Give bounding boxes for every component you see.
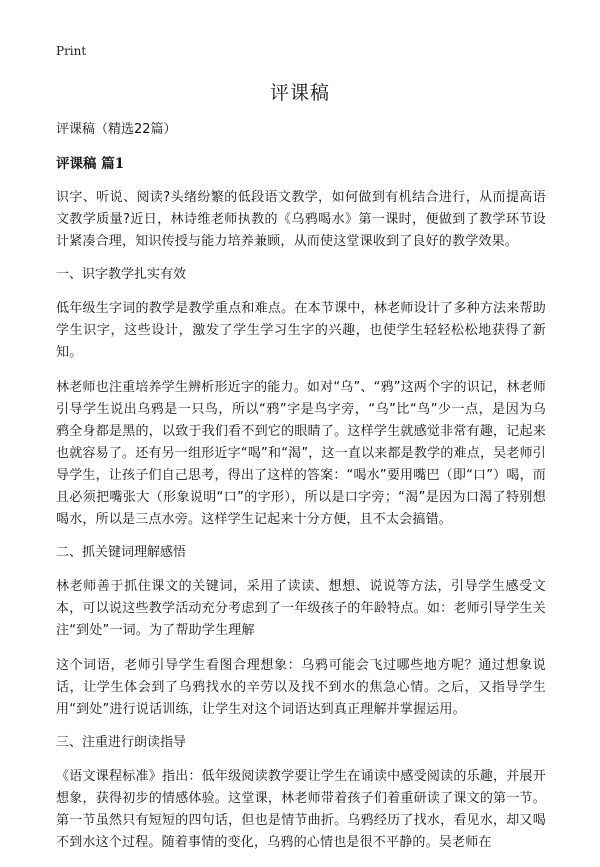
intro-paragraph: 识字、听说、阅读?头绪纷繁的低段语文教学，如何做到有机结合进行，从而提高语文教学质量?近日，林诗维老师执教的《乌鸦喝水》第一课时，便做到了教学环节设计紧凑合理，知识传授与能力培养兼顾，从而使这堂课收到了良好的教学效果。 xyxy=(56,190,546,249)
document-body xyxy=(56,121,546,867)
document-subtitle: 评课稿（精选22篇） xyxy=(56,122,177,137)
section-paragraph: 林老师善于抓住课文的关键词，采用了读读、想想、说说等方法，引导学生感受文本，可以说这些教学活动充分考虑到了一年级孩子的年龄特点。如：老师引导学生关注“到处”一词。为了帮助学生理解 xyxy=(56,579,546,638)
section-heading-keywords: 二、抓关键词理解感悟 xyxy=(56,545,187,560)
page-title: 评课稿 xyxy=(269,82,330,104)
article-heading: 评课稿 篇1 xyxy=(56,156,125,172)
section-paragraph: 低年级生字词的教学是教学重点和难点。在本节课中，林老师设计了多种方法来帮助学生识字，这些设计，激发了学生学习生字的兴趣，也使学生轻轻松松地获得了新知。 xyxy=(56,301,546,360)
section-paragraph: 《语文课程标准》指出：低年级阅读教学要让学生在诵读中感受阅读的乐趣，并展开想象，获得初步的情感体验。这堂课，林老师带着孩子们着重研读了课文的第一节。第一节虽然只有短短的四句话，但也是情节曲折。乌鸦经历了找水，看见水，却又喝不到水这个过程。随着事情的变化，乌鸦的心情也是很不平静的。吴老师在 xyxy=(56,769,546,850)
section-heading-literacy: 一、识字教学扎实有效 xyxy=(56,267,187,282)
section-paragraph: 这个词语，老师引导学生看图合理想象：乌鸦可能会飞过哪些地方呢？通过想象说话，让学生体会到了乌鸦找水的辛劳以及找不到水的焦急心情。之后，又指导学生用“到处”进行说话训练，让学生对这个词语达到真正理解并掌握运用。 xyxy=(56,658,546,717)
print-link[interactable]: Print xyxy=(56,44,87,58)
section-heading-reading: 三、注重进行朗读指导 xyxy=(56,735,187,750)
section-paragraph: 林老师也注重培养学生辨析形近字的能力。如对“乌”、“鸦”这两个字的识记，林老师引导学生说出乌鸦是一只鸟，所以“鸦”字是鸟字旁，“乌”比“鸟”少一点，是因为乌鸦全身都是黑的，以致于我们看不到它的眼睛了。这样学生就感觉非常有趣，记起来也就容易了。还有另一组形近字“喝”和“渴”，这一直以来都是教学的难点，吴老师引导学生，让孩子们自己思考，得出了这样的答案：“喝水”要用嘴巴（即“口”）喝，而且必须把嘴张大（形象说明“口”的字形），所以是口字旁；“渴”是因为口渴了特别想喝水，所以是三点水旁。这样学生记起来十分方便，且不太会搞错。 xyxy=(56,380,546,527)
